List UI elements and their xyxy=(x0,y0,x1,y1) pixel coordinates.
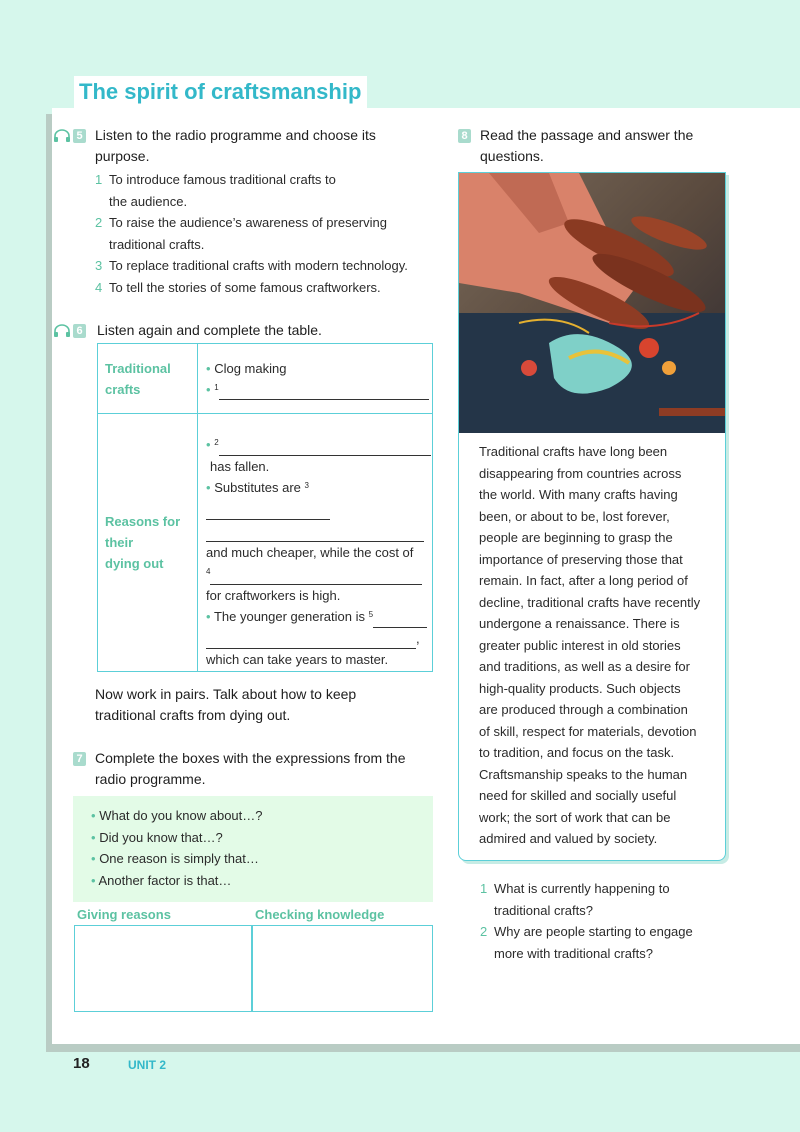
pairwork-line: Now work in pairs. Talk about how to keep xyxy=(95,686,357,702)
exercise-7-badge: 7 xyxy=(73,752,86,766)
table-text: for craftworkers is high. xyxy=(206,587,341,603)
option-number: 4 xyxy=(95,279,103,295)
exercise-6-instruction: Listen again and complete the table. xyxy=(97,322,322,338)
passage-line: people are beginning to grasp the xyxy=(479,530,673,545)
page-title: The spirit of craftsmanship xyxy=(74,76,367,108)
passage-line: the world. With many crafts having xyxy=(479,487,678,502)
table-label: dying out xyxy=(105,555,164,571)
pairwork-instruction xyxy=(95,684,435,726)
answer-blank-5[interactable] xyxy=(373,613,427,628)
expression-text: Did you know that…? xyxy=(99,829,223,845)
exercise-5-options xyxy=(95,169,435,298)
question-text: What is currently happening to xyxy=(494,881,670,896)
question-number: 1 xyxy=(480,881,488,896)
table-label-cell xyxy=(98,414,198,672)
passage-line: disappearing from countries across xyxy=(479,465,682,481)
passage-line: high-quality products. Such objects xyxy=(479,680,681,696)
unit-label: UNIT 2 xyxy=(128,1058,167,1072)
expression-text: Another factor is that… xyxy=(98,872,232,888)
passage-line: importance of preserving those that xyxy=(479,551,683,567)
passage-line: decline, traditional crafts have recently xyxy=(479,594,701,610)
blank-number: 3 xyxy=(304,481,309,490)
exercise-5-badge: 5 xyxy=(73,129,86,143)
passage-line: Craftsmanship speaks to the human xyxy=(479,766,688,782)
passage-line: undergone a renaissance. There is xyxy=(479,616,680,631)
option-text: To introduce famous traditional crafts to xyxy=(109,172,336,187)
exercise-7-instruction-line: radio programme. xyxy=(95,771,206,787)
option-number: 3 xyxy=(95,258,103,273)
blank-number: 1 xyxy=(214,383,219,392)
expression-text: One reason is simply that… xyxy=(99,851,259,866)
exercise-8-instruction xyxy=(480,125,780,167)
table-text: Substitutes are xyxy=(214,480,301,495)
passage-line: Traditional crafts have long been xyxy=(479,444,668,459)
expression-item: • Another factor is that… xyxy=(91,872,232,888)
passage-card xyxy=(458,172,726,861)
answer-blank-4[interactable] xyxy=(210,570,422,585)
answer-blank-3-cont[interactable] xyxy=(206,527,424,542)
option-text: To replace traditional crafts with modern technology. xyxy=(109,258,408,273)
passage-line: admired and valued by society. xyxy=(479,831,658,846)
headphones-icon xyxy=(53,324,71,338)
table-label: crafts xyxy=(105,382,141,397)
question-1 xyxy=(480,878,780,900)
answer-blank-3[interactable] xyxy=(206,505,330,520)
giving-reasons-heading: Giving reasons xyxy=(77,907,171,922)
expression-item: • What do you know about…? xyxy=(91,808,263,823)
table-content-cell: • Clog making • $^1$ xyxy=(198,344,433,414)
exercise-5-instruction-line: Listen to the radio programme and choose its xyxy=(95,127,376,143)
exercise-8-questions xyxy=(480,878,780,964)
expressions-box xyxy=(73,796,433,902)
table-label-cell xyxy=(98,344,198,414)
passage-line: been, or about to be, lost forever, xyxy=(479,508,670,524)
option-text: the audience. xyxy=(109,193,188,209)
headphones-icon xyxy=(53,129,71,143)
table-content-cell: • $^2$ has fallen. • Substitutes are $^3$ and much cheaper, while the cost of $^4$ for craftworkers is high. • The younger generation is $^5$ , which can take years to master. xyxy=(198,414,433,672)
checking-knowledge-heading: Checking knowledge xyxy=(255,907,385,922)
expression-text: What do you know about…? xyxy=(99,808,263,823)
question-2 xyxy=(480,921,780,943)
question-number: 2 xyxy=(480,924,488,939)
option-text: To tell the stories of some famous craftworkers. xyxy=(109,279,381,295)
exercise-8-badge: 8 xyxy=(458,129,471,143)
completion-table xyxy=(97,343,433,672)
table-label: their xyxy=(105,534,134,550)
option-1[interactable] xyxy=(95,169,435,191)
blank-number: 4 xyxy=(206,567,211,576)
expression-item: • One reason is simply that… xyxy=(91,851,259,866)
table-text: , xyxy=(416,630,420,646)
blank-number: 2 xyxy=(214,438,219,447)
pairwork-line: traditional crafts from dying out. xyxy=(95,707,291,723)
table-text: which can take years to master. xyxy=(206,652,389,667)
passage-line: greater public interest in old stories xyxy=(479,637,681,653)
passage-line: of skill, respect for materials, devotion xyxy=(479,723,697,739)
passage-line: and traditions, as well as a desire for xyxy=(479,659,690,674)
option-number: 2 xyxy=(95,215,103,230)
option-text: To raise the audience’s awareness of preserving xyxy=(109,215,387,230)
exercise-7-instruction xyxy=(95,748,435,790)
exercise-5-instruction-line: purpose. xyxy=(95,148,150,164)
question-text: traditional crafts? xyxy=(494,902,593,918)
option-text: traditional crafts. xyxy=(109,236,205,252)
table-text: The younger generation is xyxy=(213,609,365,624)
passage-line: remain. In fact, after a long period of xyxy=(479,573,688,588)
passage-text xyxy=(479,441,719,850)
answer-blank-1[interactable] xyxy=(219,385,429,400)
expression-item: • Did you know that…? xyxy=(91,829,223,845)
passage-line: to tradition, and focus on the task. xyxy=(479,745,675,760)
exercise-6-badge: 6 xyxy=(73,324,86,338)
option-4[interactable] xyxy=(95,277,435,299)
page-shadow-bottom xyxy=(46,1044,800,1052)
option-3[interactable] xyxy=(95,255,435,277)
exercise-7-instruction-line: Complete the boxes with the expressions from the xyxy=(95,750,406,766)
option-2[interactable] xyxy=(95,212,435,234)
checking-knowledge-box[interactable] xyxy=(251,925,433,1012)
passage-line: need for skilled and socially useful xyxy=(479,788,677,803)
table-text: and much cheaper, while the cost of xyxy=(206,544,414,560)
craft-item: Clog making xyxy=(214,361,287,376)
option-number: 1 xyxy=(95,172,103,187)
passage-line: work; the sort of work that can be xyxy=(479,809,671,825)
blank-number: 5 xyxy=(368,610,374,619)
exercise-8-instruction-line: questions. xyxy=(480,148,544,164)
table-label: Reasons for xyxy=(105,513,181,529)
answer-blank-2[interactable] xyxy=(219,441,431,456)
passage-line: are produced through a combination xyxy=(479,702,688,717)
answer-blank-5-cont[interactable] xyxy=(206,634,416,649)
craft-photo xyxy=(459,173,725,433)
question-text: Why are people starting to engage xyxy=(494,924,693,939)
table-label: Traditional xyxy=(105,361,171,376)
giving-reasons-box[interactable] xyxy=(74,925,253,1012)
table-text: has fallen. xyxy=(210,458,270,474)
question-text: more with traditional crafts? xyxy=(494,945,653,961)
exercise-5-instruction xyxy=(95,125,435,167)
exercise-8-instruction-line: Read the passage and answer the xyxy=(480,127,694,143)
page-number: 18 xyxy=(73,1055,90,1072)
